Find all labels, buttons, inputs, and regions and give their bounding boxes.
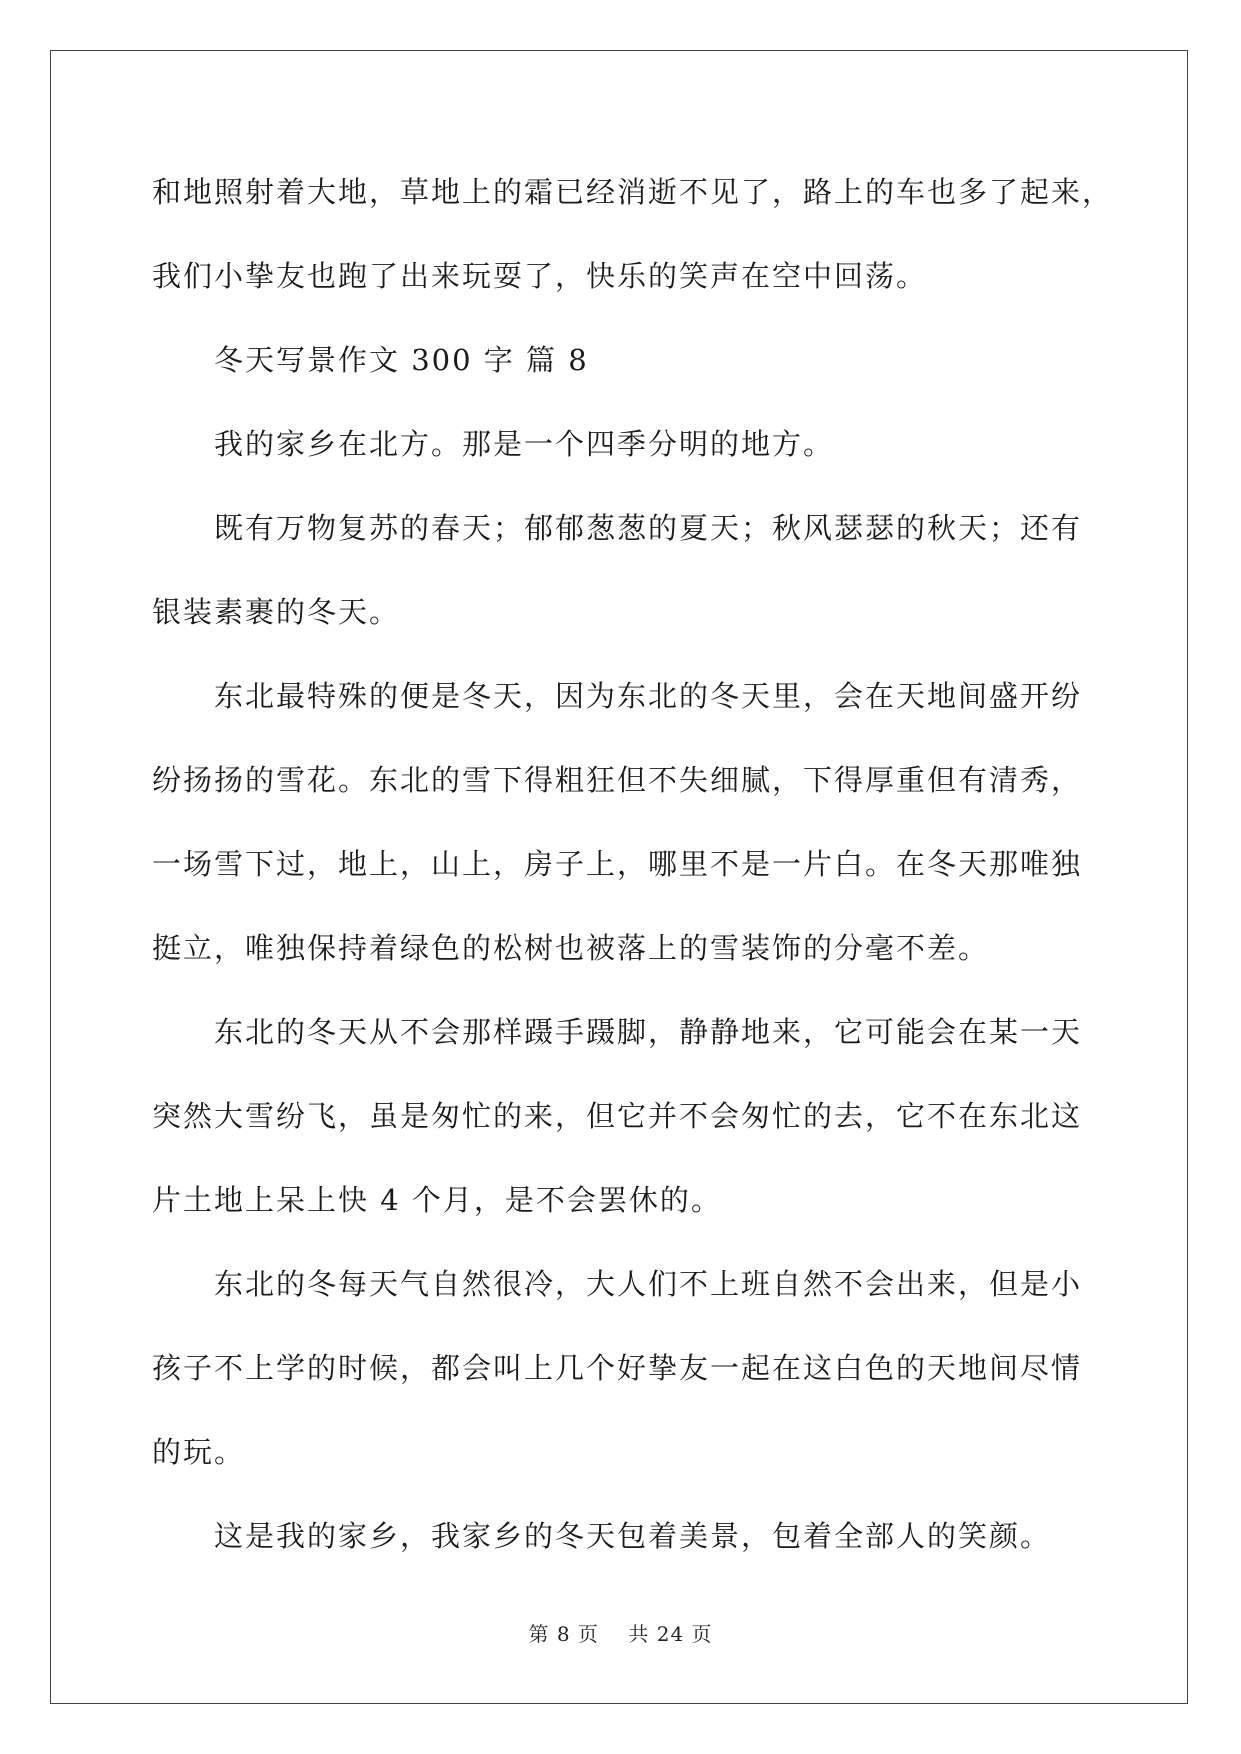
text-line: 我们小挚友也跑了出来玩耍了，快乐的笑声在空中回荡。 — [152, 259, 928, 293]
text-line: 纷扬扬的雪花。东北的雪下得粗狂但不失细腻，下得厚重但有清秀， — [152, 763, 1083, 797]
text-line: 孩子不上学的时候，都会叫上几个好挚友一起在这白色的天地间尽情 — [152, 1351, 1083, 1385]
text-line: 东北最特殊的便是冬天，因为东北的冬天里，会在天地间盛开纷 — [214, 679, 1083, 713]
text-line: 东北的冬天从不会那样蹑手蹑脚，静静地来，它可能会在某一天 — [214, 1015, 1083, 1049]
page-footer — [0, 1618, 1241, 1647]
text-line: 挺立，唯独保持着绿色的松树也被落上的雪装饰的分毫不差。 — [152, 931, 990, 965]
text-line: 一场雪下过，地上，山上，房子上，哪里不是一片白。在冬天那唯独 — [152, 847, 1083, 881]
text-line: 银装素裹的冬天。 — [152, 595, 401, 629]
document-body — [152, 164, 1114, 1592]
text-line: 片土地上呆上快 4 个月，是不会罢休的。 — [152, 1183, 722, 1217]
text-line: 我的家乡在北方。那是一个四季分明的地方。 — [214, 427, 835, 461]
text-line: 和地照射着大地，草地上的霜已经消逝不见了，路上的车也多了起来， — [152, 175, 1114, 209]
page-number: 第 8 页 — [528, 1622, 599, 1646]
page-total: 共 24 页 — [628, 1622, 713, 1646]
section-heading: 冬天写景作文 300 字 篇 8 — [214, 343, 589, 377]
text-line: 这是我的家乡，我家乡的冬天包着美景，包着全部人的笑颜。 — [214, 1519, 1052, 1553]
text-line: 东北的冬每天气自然很冷，大人们不上班自然不会出来，但是小 — [214, 1267, 1083, 1301]
text-line: 突然大雪纷飞，虽是匆忙的来，但它并不会匆忙的去，它不在东北这 — [152, 1099, 1083, 1133]
text-line: 既有万物复苏的春天；郁郁葱葱的夏天；秋风瑟瑟的秋天；还有 — [214, 511, 1083, 545]
text-line: 的玩。 — [152, 1435, 246, 1469]
